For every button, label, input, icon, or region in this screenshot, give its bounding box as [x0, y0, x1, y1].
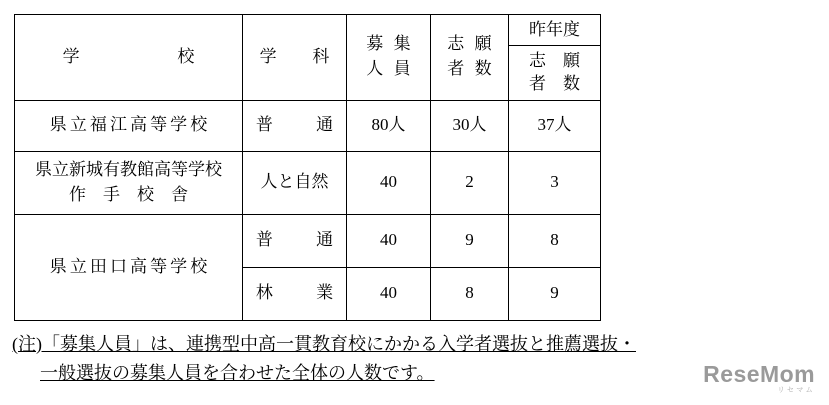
cell-school-line1: 県立新城有教館高等学校: [35, 160, 222, 180]
cell-quota: 40: [347, 214, 431, 267]
watermark-brand: ReseMom: [703, 361, 815, 387]
table-footnote: [12, 330, 712, 388]
cell-school-line2: 作 手 校 舎: [69, 184, 188, 204]
cell-applicants: 8: [431, 267, 509, 320]
column-header-quota: [347, 15, 431, 101]
cell-department: 林 業: [243, 267, 347, 320]
cell-last-year: 3: [509, 151, 601, 214]
cell-last-year: 37人: [509, 100, 601, 151]
column-header-quota-line1: 募 集: [366, 34, 414, 54]
cell-department: 普 通: [243, 214, 347, 267]
cell-school: 県立福江高等学校: [15, 100, 243, 151]
column-header-last-year-line1: 志 願: [529, 50, 580, 70]
column-header-applicants-line2: 者 数: [447, 59, 495, 79]
cell-department: 普 通: [243, 100, 347, 151]
cell-quota: 40: [347, 267, 431, 320]
cell-quota: 80人: [347, 100, 431, 151]
cell-applicants: 30人: [431, 100, 509, 151]
cell-department: 人と自然: [243, 151, 347, 214]
cell-quota: 40: [347, 151, 431, 214]
table-row: [15, 214, 601, 267]
column-header-department: 学 科: [243, 15, 347, 101]
admissions-table: [14, 14, 601, 321]
table-row: [15, 100, 601, 151]
watermark-subtitle: リセマム: [777, 387, 815, 394]
column-header-applicants-line1: 志 願: [447, 34, 495, 54]
column-header-quota-line2: 人 員: [366, 59, 414, 79]
column-header-last-year-line2: 者 数: [529, 73, 580, 93]
cell-last-year: 8: [509, 214, 601, 267]
column-header-last-year: [509, 15, 601, 101]
cell-applicants: 9: [431, 214, 509, 267]
cell-school: 県立田口高等学校: [15, 214, 243, 320]
cell-last-year: 9: [509, 267, 601, 320]
column-header-school: 学 校: [15, 15, 243, 101]
table-row: [15, 151, 601, 214]
cell-applicants: 2: [431, 151, 509, 214]
column-header-last-year-title: 昨年度: [509, 15, 600, 46]
watermark: [703, 361, 815, 395]
cell-school: [15, 151, 243, 214]
footnote-line-2: 一般選抜の募集人員を合わせた全体の人数です。: [40, 363, 435, 384]
table-header-row: [15, 15, 601, 101]
footnote-line-1: (注)「募集人員」は、連携型中高一貫教育校にかかる入学者選抜と推薦選抜・: [12, 334, 636, 354]
column-header-applicants: [431, 15, 509, 101]
